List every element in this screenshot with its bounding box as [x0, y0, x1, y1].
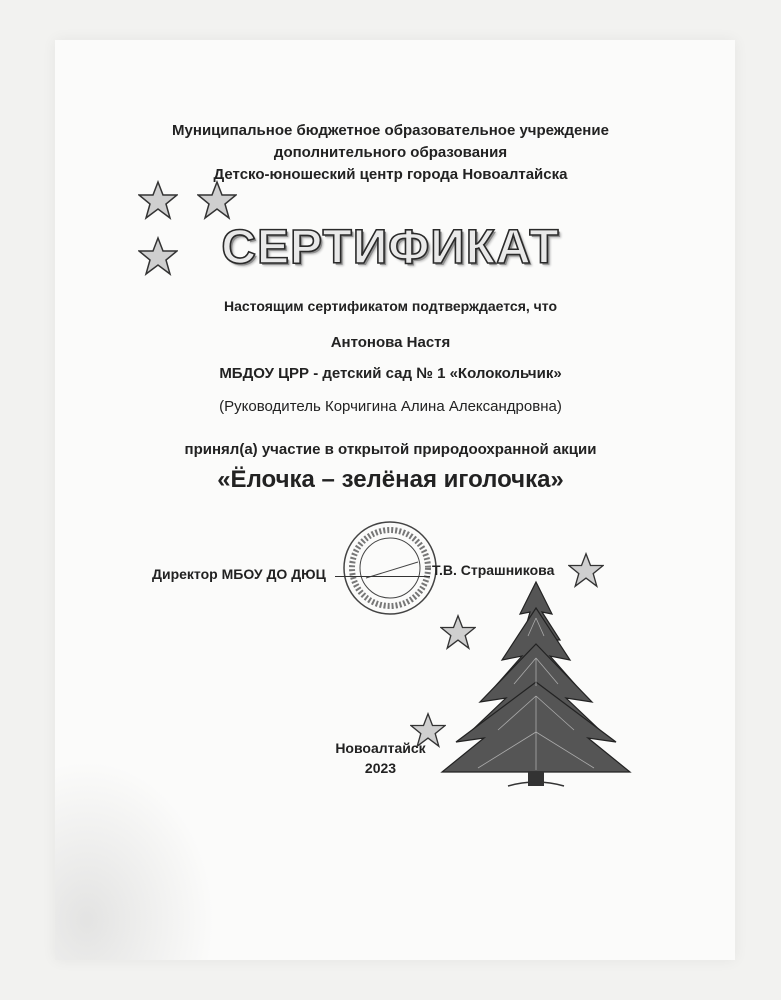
director-title: Директор МБОУ ДО ДЮЦ — [152, 566, 326, 582]
org-line-1: Муниципальное бюджетное образовательное учреждение — [172, 122, 609, 139]
org-line-2: дополнительного образования — [273, 144, 508, 161]
paper-shadow — [55, 760, 215, 960]
city-name: Новоалтайск — [335, 740, 426, 756]
event-name: «Ёлочка – зелёная иголочка» — [217, 466, 564, 493]
star-icon — [138, 180, 178, 220]
year: 2023 — [364, 760, 397, 776]
fir-tree-icon — [438, 578, 634, 788]
recipient-name: Антонова Настя — [330, 334, 451, 351]
star-icon — [197, 180, 237, 220]
supervisor-text: (Руководитель Корчигина Алина Александровна) — [219, 398, 562, 415]
certificate-title: СЕРТИФИКАТ — [221, 221, 560, 274]
institution-name: МБДОУ ЦРР - детский сад № 1 «Колокольчик» — [219, 365, 562, 382]
signature-line — [335, 576, 430, 577]
director-name: Т.В. Страшникова — [432, 562, 555, 578]
stamp-seal — [340, 518, 440, 618]
org-line-3: Детско-юношеский центр города Новоалтайска — [213, 166, 568, 183]
participation-text: принял(а) участие в открытой природоохранной акции — [184, 441, 597, 458]
intro-text: Настоящим сертификатом подтверждается, что — [224, 298, 557, 314]
